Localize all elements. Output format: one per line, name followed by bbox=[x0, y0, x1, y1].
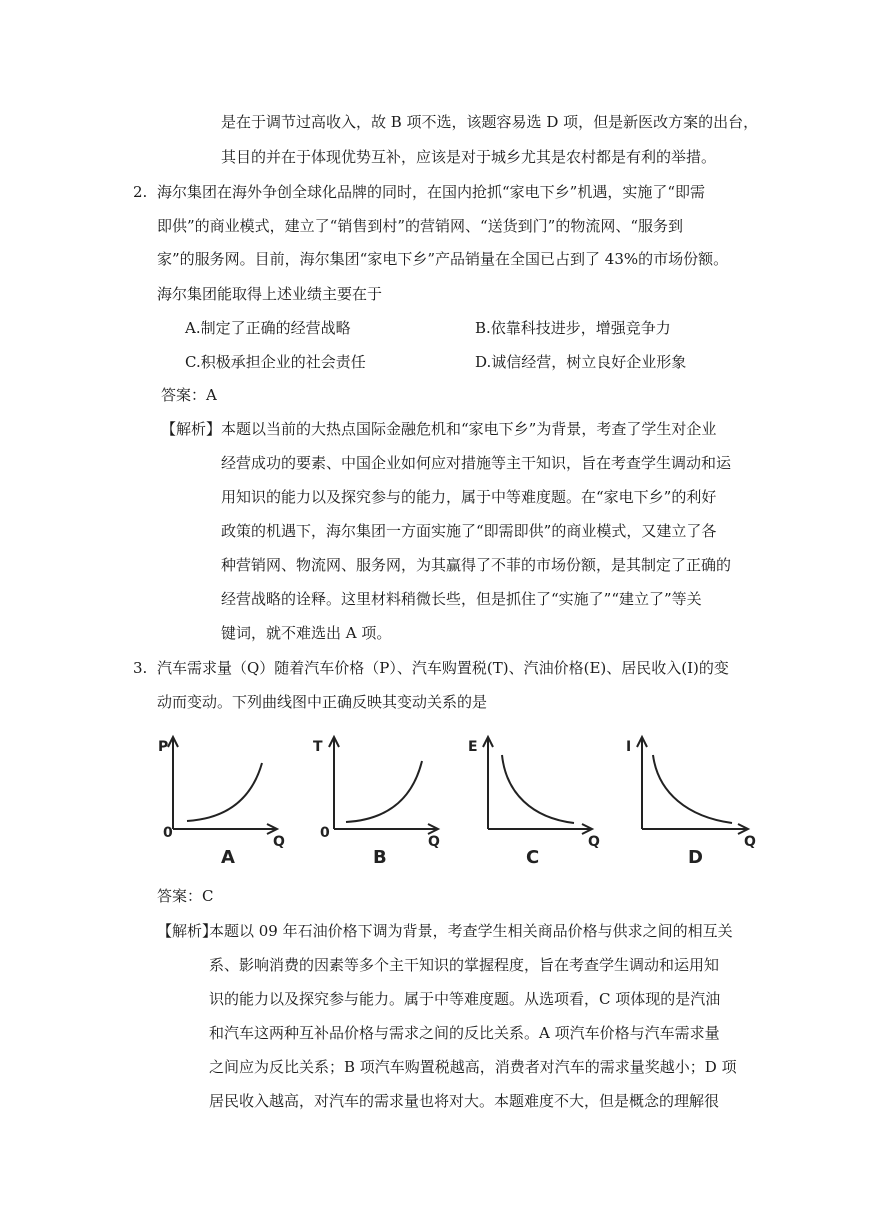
q2-explanation-line: 政策的机遇下，海尔集团一方面实施了“即需即供”的商业模式，又建立了各 bbox=[221, 522, 717, 540]
q1-explanation-line: 是在于调节过高收入，故 B 项不选，该题容易选 D 项，但是新医改方案的出台， bbox=[221, 113, 759, 131]
graph-caption: A bbox=[221, 847, 235, 868]
graph-b bbox=[313, 733, 446, 868]
q2-option-a: A.制定了正确的经营战略 bbox=[185, 319, 351, 337]
q3-number: 3. bbox=[133, 659, 148, 677]
x-axis-label: Q bbox=[273, 834, 285, 850]
graph-a bbox=[155, 733, 285, 868]
graph-caption: B bbox=[373, 847, 387, 868]
q2-option-d: D.诚信经营，树立良好企业形象 bbox=[475, 353, 687, 371]
y-axis-label: I bbox=[626, 739, 632, 755]
graph-caption: D bbox=[688, 847, 703, 868]
q3-explanation-line: 居民收入越高，对汽车的需求量也将对大。本题难度不大，但是概念的理解很 bbox=[209, 1092, 720, 1110]
q3-explanation-line: 之间应为反比关系；B 项汽车购置税越高，消费者对汽车的需求量奖越小；D 项 bbox=[209, 1058, 737, 1076]
graph-d bbox=[626, 733, 758, 868]
q3-explanation-line: 本题以 09 年石油价格下调为背景，考查学生相关商品价格与供求之间的相互关 bbox=[209, 922, 733, 940]
q3-answer: 答案：C bbox=[157, 887, 214, 905]
q2-stem-line: 即供”的商业模式，建立了“销售到村”的营销网、“送货到门”的物流网、“服务到 bbox=[157, 217, 684, 235]
q3-stem-line: 汽车需求量（Q）随着汽车价格（P）、汽车购置税(T)、汽油价格(E)、居民收入(I)的变 bbox=[157, 659, 729, 677]
q2-option-b: B.依靠科技进步，增强竞争力 bbox=[475, 319, 671, 337]
q2-answer: 答案：A bbox=[161, 386, 217, 404]
q1-explanation-line: 其目的并在于体现优势互补，应该是对于城乡尤其是农村都是有利的举措。 bbox=[221, 148, 717, 166]
q2-stem-line: 海尔集团能取得上述业绩主要在于 bbox=[157, 285, 383, 303]
curve-increasing bbox=[187, 763, 262, 821]
origin-label: 0 bbox=[320, 825, 330, 841]
curve-decreasing bbox=[502, 755, 574, 823]
q3-stem-line: 动而变动。下列曲线图中正确反映其变动关系的是 bbox=[157, 693, 488, 711]
q2-explanation-line: 经营成功的要素、中国企业如何应对措施等主干知识，旨在考查学生调动和运 bbox=[221, 454, 732, 472]
y-axis-label: T bbox=[313, 739, 323, 755]
graph-caption: C bbox=[526, 847, 540, 868]
q2-explanation-line: 经营战略的诠释。这里材料稍微长些，但是抓住了“实施了”“建立了”等关 bbox=[221, 590, 702, 608]
x-axis-label: Q bbox=[744, 834, 756, 850]
curve-decreasing bbox=[653, 755, 732, 823]
graph-c bbox=[468, 733, 602, 868]
q2-option-c: C.积极承担企业的社会责任 bbox=[185, 353, 366, 371]
x-axis-label: Q bbox=[428, 834, 440, 850]
curve-increasing bbox=[346, 761, 422, 822]
q2-explanation-line: 用知识的能力以及探究参与的能力，属于中等难度题。在“家电下乡”的利好 bbox=[221, 488, 717, 506]
q3-explanation-label: 【解析】 bbox=[157, 922, 218, 940]
q2-explanation-label: 【解析】 bbox=[161, 420, 222, 438]
y-axis-label: E bbox=[468, 739, 478, 755]
x-axis-label: Q bbox=[588, 834, 600, 850]
q2-explanation-line: 种营销网、物流网、服务网，为其赢得了不菲的市场份额，是其制定了正确的 bbox=[221, 556, 732, 574]
q2-stem-line: 家”的服务网。目前，海尔集团“家电下乡”产品销量在全国已占到了 43%的市场份额。 bbox=[157, 250, 729, 268]
q3-explanation-line: 和汽车这两种互补品价格与需求之间的反比关系。A 项汽车价格与汽车需求量 bbox=[209, 1024, 720, 1042]
q2-number: 2. bbox=[133, 183, 148, 201]
q3-explanation-line: 识的能力以及探究参与能力。属于中等难度题。从选项看，C 项体现的是汽油 bbox=[209, 990, 721, 1008]
q2-stem-line: 海尔集团在海外争创全球化品牌的同时，在国内抢抓“家电下乡”机遇，实施了“即需 bbox=[157, 183, 706, 201]
y-axis-label: P bbox=[158, 739, 169, 755]
origin-label: 0 bbox=[163, 825, 173, 841]
q2-explanation-line: 键词，就不难选出 A 项。 bbox=[221, 624, 392, 642]
q2-explanation-line: 本题以当前的大热点国际金融危机和“家电下乡”为背景，考查了学生对企业 bbox=[221, 420, 717, 438]
q3-explanation-line: 系、影响消费的因素等多个主干知识的掌握程度，旨在考查学生调动和运用知 bbox=[209, 956, 720, 974]
